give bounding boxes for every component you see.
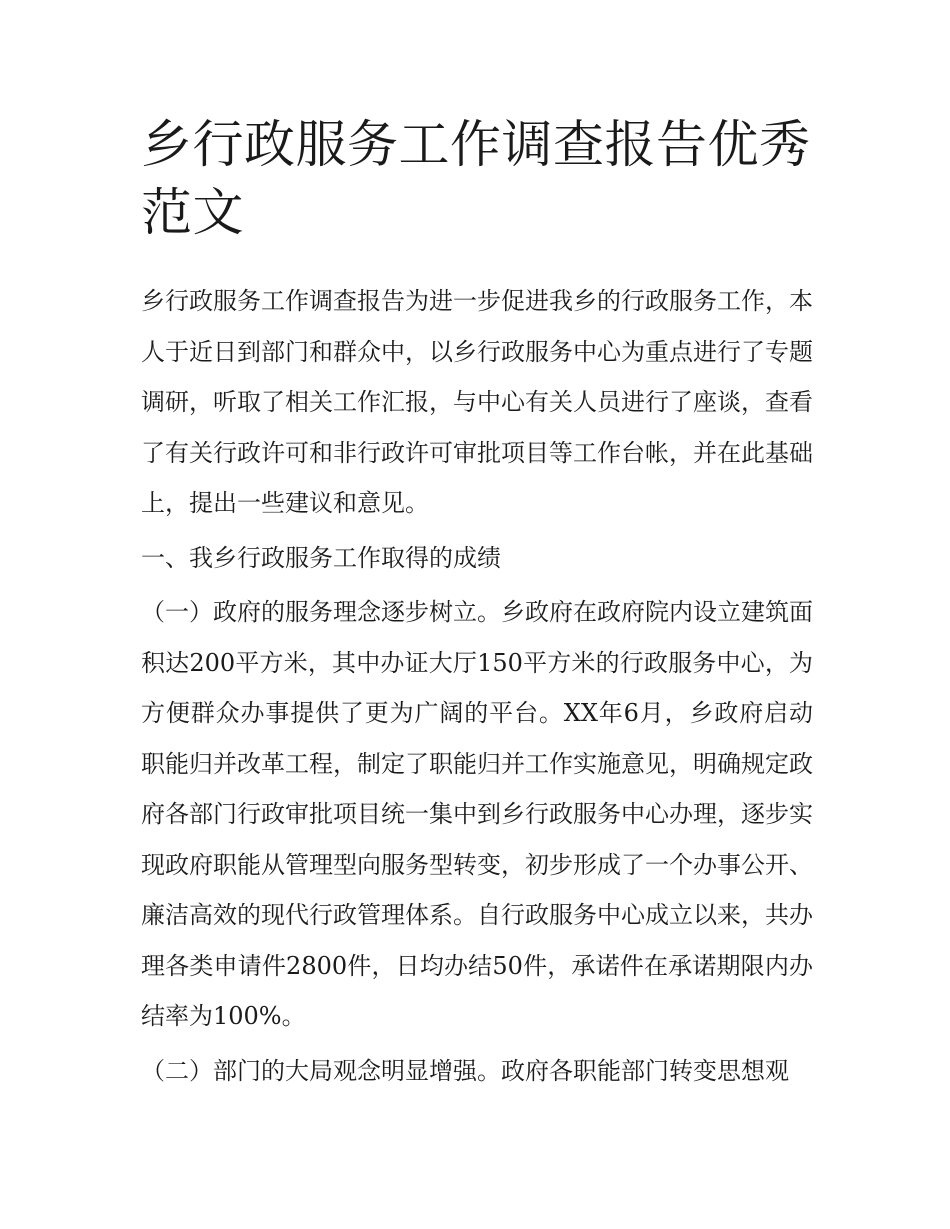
section-heading: 一、我乡行政服务工作取得的成绩 [141,543,501,572]
paragraph-section-1: （一）政府的服务理念逐步树立。乡政府在政府院内设立建筑面积达200平方米，其中办证大厅150平方米的行政服务中心，为方便群众办事提供了更为广阔的平台。XX年6月，乡政府启动职能归并改革工程，制定了职能归并工作实施意见，明确规定政府各部门行政审批项目统一集中到乡行政服务中心办理，逐步实现政府职能从管理型向服务型转变，初步形成了一个办事公开、廉洁高效的现代行政管理体系。自行政服务中心成立以来，共办理各类申请件2800件，日均办结50件，承诺件在承诺期限内办结率为100%。 [141,598,813,1030]
paragraph-intro: 乡行政服务工作调查报告为进一步促进我乡的行政服务工作，本人于近日到部门和群众中，以乡行政服务中心为重点进行了专题调研，听取了相关工作汇报，与中心有关人员进行了座谈，查看了有关行政许可和非行政许可审批项目等工作台帐，并在此基础上，提出一些建议和意见。 [141,287,813,517]
document-title: 乡行政服务工作调查报告优秀范文 [141,116,811,243]
paragraph-section-2: （二）部门的大局观念明显增强。政府各职能部门转变思想观 [141,1056,789,1085]
document-page [141,112,813,1100]
document-body [141,276,813,1096]
